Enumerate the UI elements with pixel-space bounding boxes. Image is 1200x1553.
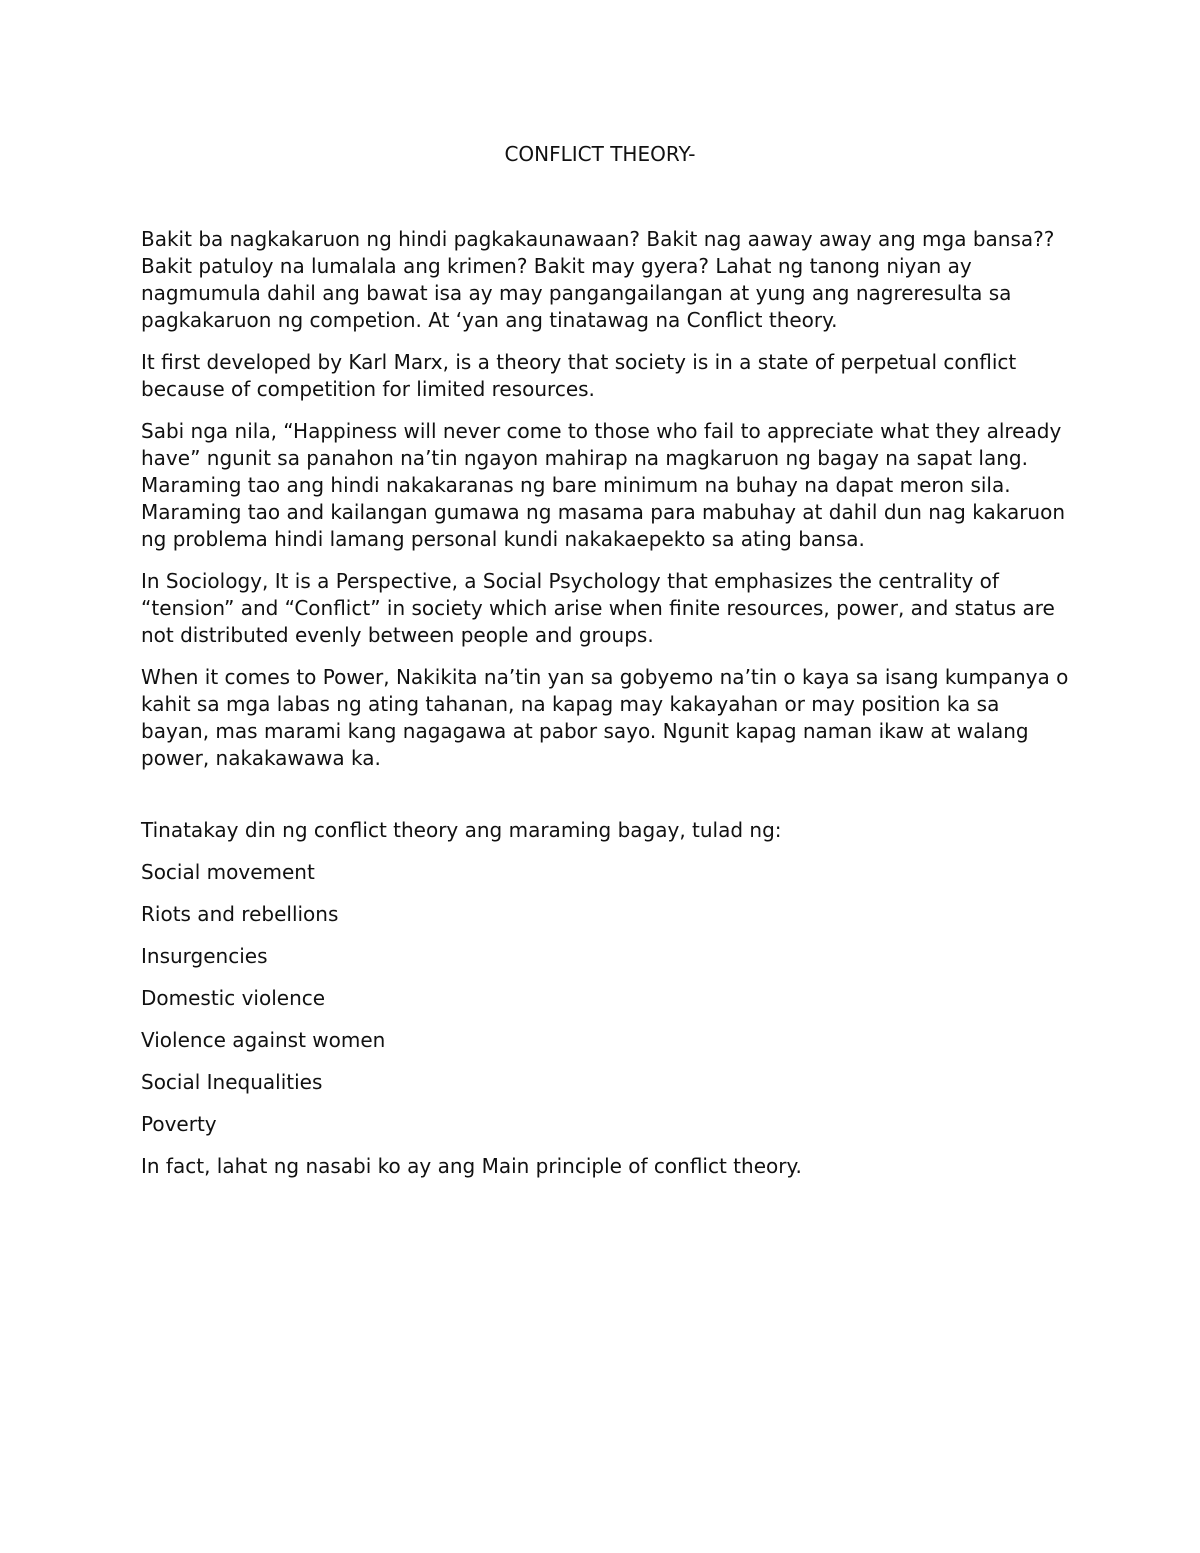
- list-item: Insurgencies: [141, 944, 268, 968]
- list-item: Riots and rebellions: [141, 902, 339, 926]
- paragraph-sociology: In Sociology, It is a Perspective, a Social Psychology that emphasizes the centrality of “tension” and “Conflict” in society which arise when finite resources, power, and status are not distributed evenly between people and groups.: [141, 569, 1055, 647]
- list-item: Social Inequalities: [141, 1070, 323, 1094]
- paragraph-happiness: Sabi nga nila, “Happiness will never come to those who fail to appreciate what they already have” ngunit sa panahon na’tin ngayon mahirap na magkaruon ng bagay na sapat lang. Maraming tao ang hindi nakakaranas ng bare minimum na buhay na dapat meron sila. Maraming tao and kailangan gumawa ng masama para mabuhay at dahil dun nag kakaruon ng problema hindi lamang personal kundi nakakaepekto sa ating bansa.: [141, 419, 1066, 551]
- document-body: [141, 226, 1071, 1195]
- conclusion: In fact, lahat ng nasabi ko ay ang Main principle of conflict theory.: [141, 1154, 802, 1178]
- blank-line: [141, 787, 1071, 817]
- paragraph-power: When it comes to Power, Nakikita na’tin yan sa gobyemo na’tin o kaya sa isang kumpanya o kahit sa mga labas ng ating tahanan, na kapag may kakayahan or may position ka sa bayan, mas marami kang nagagawa at pabor sayo. Ngunit kapag naman ikaw at walang power, nakakawawa ka.: [141, 665, 1069, 770]
- paragraph-intro: Bakit ba nagkakaruon ng hindi pagkakaunawaan? Bakit nag aaway away ang mga bansa?? Bakit patuloy na lumalala ang krimen? Bakit may gyera? Lahat ng tanong niyan ay nagmumula dahil ang bawat isa ay may pangangailangan at yung ang nagreresulta sa pagkakaruon ng competion. At ‘yan ang tinatawag na Conflict theory.: [141, 227, 1055, 332]
- list-intro: Tinatakay din ng conflict theory ang maraming bagay, tulad ng:: [141, 818, 782, 842]
- list-item: Violence against women: [141, 1028, 386, 1052]
- paragraph-karl-marx: It first developed by Karl Marx, is a theory that society is in a state of perpetual conflict because of competition for limited resources.: [141, 350, 1017, 401]
- list-item: Social movement: [141, 860, 315, 884]
- list-item: Domestic violence: [141, 986, 326, 1010]
- document-title: CONFLICT THEORY-: [504, 142, 696, 166]
- list-item: Poverty: [141, 1112, 217, 1136]
